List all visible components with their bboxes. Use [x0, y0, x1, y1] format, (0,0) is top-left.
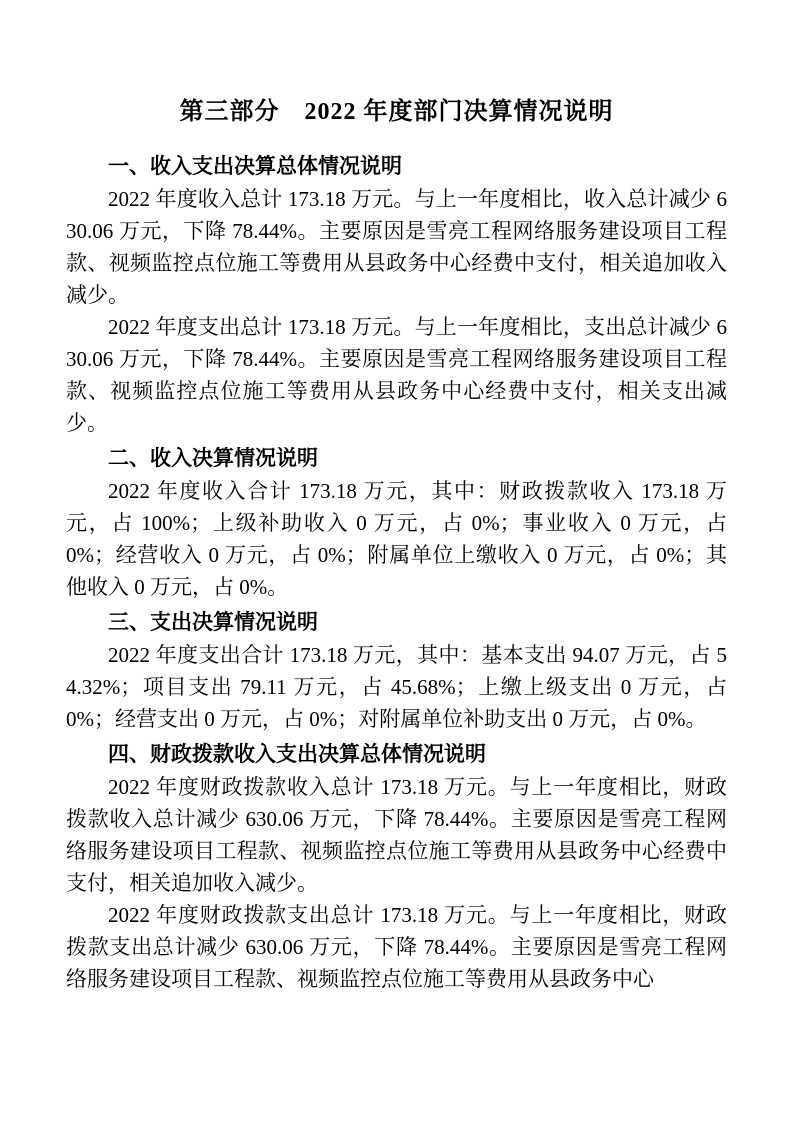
section-heading-income-expenditure-overview: 一、收入支出决算总体情况说明 — [108, 155, 402, 178]
document-title: 第三部分 2022 年度部门决算情况说明 — [179, 99, 614, 125]
paragraph-fiscal-expenditure-truncated: 2022 年度财政拨款支出总计 173.18 万元。与上一年度相比，财政拨款支出总计减少 630.06 万元，下降 78.44%。主要原因是雪亮工程网络服务建设项目工程款、视频监控点位施工等费用从县政务中心 — [66, 903, 727, 991]
paragraph-expenditure-breakdown: 2022 年度支出合计 173.18 万元，其中：基本支出 94.07 万元，占 54.32%；项目支出 79.11 万元，占 45.68%；上缴上级支出 0 万元，占 0%；经营支出 0 万元，占 0%；对附属单位补助支出 0 万元，占 0%。 — [66, 643, 727, 731]
paragraph-fiscal-income: 2022 年度财政拨款收入总计 173.18 万元。与上一年度相比，财政拨款收入总计减少 630.06 万元，下降 78.44%。主要原因是雪亮工程网络服务建设项目工程款、视频监控点位施工等费用从县政务中心经费中支付，相关追加收入减少。 — [66, 775, 727, 895]
paragraph-total-income: 2022 年度收入总计 173.18 万元。与上一年度相比，收入总计减少 630.06 万元，下降 78.44%。主要原因是雪亮工程网络服务建设项目工程款、视频监控点位施工等费用从县政务中心经费中支付，相关追加收入减少。 — [66, 187, 727, 307]
paragraph-total-expenditure: 2022 年度支出总计 173.18 万元。与上一年度相比，支出总计减少 630.06 万元，下降 78.44%。主要原因是雪亮工程网络服务建设项目工程款、视频监控点位施工等费用从县政务中心经费中支付，相关支出减少。 — [66, 315, 727, 435]
section-heading-expenditure-details: 三、支出决算情况说明 — [108, 611, 318, 634]
paragraph-income-breakdown: 2022 年度收入合计 173.18 万元，其中：财政拨款收入 173.18 万元，占 100%；上级补助收入 0 万元，占 0%；事业收入 0 万元，占 0%；经营收入 0 万元，占 0%；附属单位上缴收入 0 万元，占 0%；其他收入 0 万元，占 0%。 — [66, 479, 727, 599]
section-heading-fiscal-appropriation-overview: 四、财政拨款收入支出决算总体情况说明 — [108, 743, 486, 766]
section-heading-income-details: 二、收入决算情况说明 — [108, 447, 318, 470]
